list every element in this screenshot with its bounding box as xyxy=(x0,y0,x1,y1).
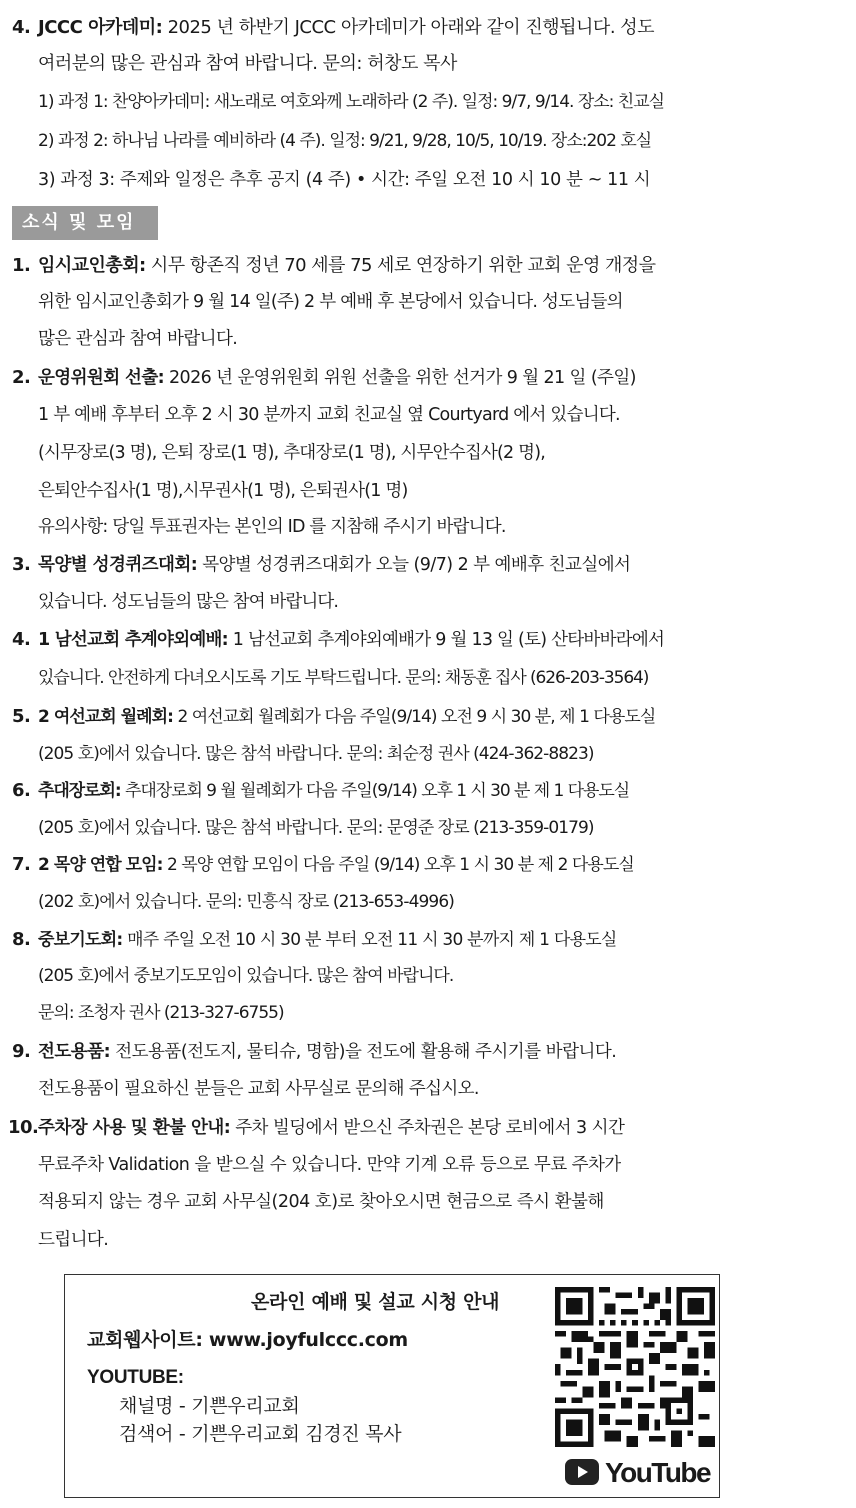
news-item-title: 추대장로회: xyxy=(38,781,121,801)
news-item-title: 목양별 성경퀴즈대회: xyxy=(38,555,198,575)
news-item-text: 2026 년 운영위원회 위원 선출을 위한 선거가 9 월 21 일 (주일) xyxy=(169,368,636,388)
news-item-title: 2 목양 연합 모임: xyxy=(38,855,163,875)
news-item-line: (205 호)에서 있습니다. 많은 참석 바랍니다. 문의: 문영준 장로 (213-359-0179) xyxy=(38,818,594,838)
academy-line-1 xyxy=(38,16,654,40)
news-item-line: 1 부 예배 후부터 오후 2 시 30 분까지 교회 친교실 옆 Courtyard 에서 있습니다. xyxy=(38,405,620,425)
news-item-line: (205 호)에서 있습니다. 많은 참석 바랍니다. 문의: 최순정 권사 (424-362-8823) xyxy=(38,744,594,764)
news-item-line: 있습니다. 안전하게 다녀오시도록 기도 부탁드립니다. 문의: 채동훈 집사 (626-203-3564) xyxy=(38,668,649,688)
news-item-line: 드립니다. xyxy=(38,1230,109,1250)
news-item-text: 주차 빌딩에서 받으신 주차권은 본당 로비에서 3 시간 xyxy=(235,1118,625,1138)
youtube-search: 검색어 - 기쁜우리교회 김경진 목사 xyxy=(119,1423,402,1445)
news-item-title: 전도용품: xyxy=(38,1042,111,1062)
news-item-line xyxy=(38,366,636,390)
online-worship-box xyxy=(64,1274,720,1498)
news-item-title: 2 여선교회 월례회: xyxy=(38,707,173,727)
news-item-title: 임시교인총회: xyxy=(38,255,146,276)
news-item-line: (205 호)에서 중보기도모임이 있습니다. 많은 참여 바랍니다. xyxy=(38,966,454,986)
academy-title: JCCC 아카데미: xyxy=(38,17,163,38)
news-item-line: 은퇴안수집사(1 명),시무권사(1 명), 은퇴권사(1 명) xyxy=(38,481,408,501)
news-item-line xyxy=(38,928,617,952)
news-item-line: 유의사항: 당일 투표권자는 본인의 ID 를 지참해 주시기 바랍니다. xyxy=(38,517,506,537)
news-item-title: 1 남선교회 추계야외예배: xyxy=(38,630,228,650)
youtube-channel: 채널명 - 기쁜우리교회 xyxy=(119,1395,300,1417)
news-item-text: 목양별 성경퀴즈대회가 오늘 (9/7) 2 부 예배후 친교실에서 xyxy=(202,555,631,575)
news-item-number: 3. xyxy=(12,554,31,575)
news-item-number: 7. xyxy=(12,854,31,875)
youtube-logo[interactable] xyxy=(565,1455,711,1491)
news-item-text: 2 목양 연합 모임이 다음 주일 (9/14) 오후 1 시 30 분 제 2 다용도실 xyxy=(166,855,634,875)
news-item-number: 1. xyxy=(12,255,31,276)
academy-text-1: 2025 년 하반기 JCCC 아카데미가 아래와 같이 진행됩니다. 성도 xyxy=(167,17,655,38)
news-item-number: 8. xyxy=(12,929,31,950)
news-item-line xyxy=(38,628,664,652)
news-item-number: 4. xyxy=(12,629,31,650)
news-item-title: 운영위원회 선출: xyxy=(38,368,165,388)
news-item-line: 많은 관심과 참여 바랍니다. xyxy=(38,329,238,349)
news-item-text: 1 남선교회 추계야외예배가 9 월 13 일 (토) 산타바바라에서 xyxy=(232,630,665,650)
news-item-line xyxy=(38,1116,624,1140)
news-item-line: 위한 임시교인총회가 9 월 14 일(주) 2 부 예배 후 본당에서 있습니다. 성도님들의 xyxy=(38,292,623,312)
youtube-label: YOUTUBE: xyxy=(87,1367,184,1388)
news-item-number: 2. xyxy=(12,367,31,388)
news-item-line xyxy=(38,1040,616,1064)
news-item-line xyxy=(38,254,655,278)
news-item-text: 시무 항존직 정년 70 세를 75 세로 연장하기 위한 교회 운영 개정을 xyxy=(150,255,656,276)
news-item-line xyxy=(38,853,634,877)
online-title: 온라인 예배 및 설교 시청 안내 xyxy=(251,1291,500,1313)
news-item-line: 무료주차 Validation 을 받으실 수 있습니다. 만약 기계 오류 등으로 무료 주차가 xyxy=(38,1155,621,1175)
news-item-number: 9. xyxy=(12,1041,31,1062)
academy-course-1: 1) 과정 1: 찬양아카데미: 새노래로 여호와께 노래하라 (2 주). 일정: 9/7, 9/14. 장소: 친교실 xyxy=(38,92,665,112)
news-item-line: 적용되지 않는 경우 교회 사무실(204 호)로 찾아오시면 현금으로 즉시 환불해 xyxy=(38,1192,604,1212)
news-item-title: 주차장 사용 및 환불 안내: xyxy=(38,1118,231,1138)
section-heading xyxy=(12,206,158,240)
news-item-line: 문의: 조청자 권사 (213-327-6755) xyxy=(38,1003,284,1023)
academy-course-3: 3) 과정 3: 주제와 일정은 추후 공지 (4 주) • 시간: 주일 오전 10 시 10 분 ~ 11 시 xyxy=(38,170,651,190)
news-item-line xyxy=(38,779,629,803)
news-item-line: 있습니다. 성도님들의 많은 참여 바랍니다. xyxy=(38,592,339,612)
academy-line-2: 여러분의 많은 관심과 참여 바랍니다. 문의: 허창도 목사 xyxy=(38,53,457,74)
news-item-number: 10. xyxy=(8,1117,39,1138)
academy-course-2: 2) 과정 2: 하나님 나라를 예비하라 (4 주). 일정: 9/21, 9/28, 10/5, 10/19. 장소:202 호실 xyxy=(38,131,652,151)
news-item-line: (202 호)에서 있습니다. 문의: 민흥식 장로 (213-653-4996) xyxy=(38,892,454,912)
news-item-line: 전도용품이 필요하신 분들은 교회 사무실로 문의해 주십시오. xyxy=(38,1079,479,1099)
news-item-number: 6. xyxy=(12,780,31,801)
youtube-play-icon xyxy=(565,1459,599,1485)
qr-code-icon[interactable] xyxy=(555,1287,715,1447)
news-item-text: 2 여선교회 월례회가 다음 주일(9/14) 오전 9 시 30 분, 제 1 다용도실 xyxy=(177,707,656,727)
news-item-line: (시무장로(3 명), 은퇴 장로(1 명), 추대장로(1 명), 시무안수집사(2 명), xyxy=(38,443,546,463)
news-item-text: 전도용품(전도지, 물티슈, 명함)을 전도에 활용해 주시기를 바랍니다. xyxy=(115,1042,617,1062)
news-item-line xyxy=(38,553,630,577)
section-heading-text: 소식 및 모임 xyxy=(22,212,136,233)
youtube-logo-text: YouTube xyxy=(605,1457,711,1488)
news-item-title: 중보기도회: xyxy=(38,930,123,950)
news-item-number: 5. xyxy=(12,706,31,727)
website-link[interactable]: 교회웹사이트: www.joyfulccc.com xyxy=(87,1329,408,1351)
news-item-line xyxy=(38,705,655,729)
news-item-text: 추대장로회 9 월 월례회가 다음 주일(9/14) 오후 1 시 30 분 제 1 다용도실 xyxy=(124,781,630,801)
academy-number: 4. xyxy=(12,17,31,38)
news-item-text: 매주 주일 오전 10 시 30 분 부터 오전 11 시 30 분까지 제 1 다용도실 xyxy=(127,930,617,950)
